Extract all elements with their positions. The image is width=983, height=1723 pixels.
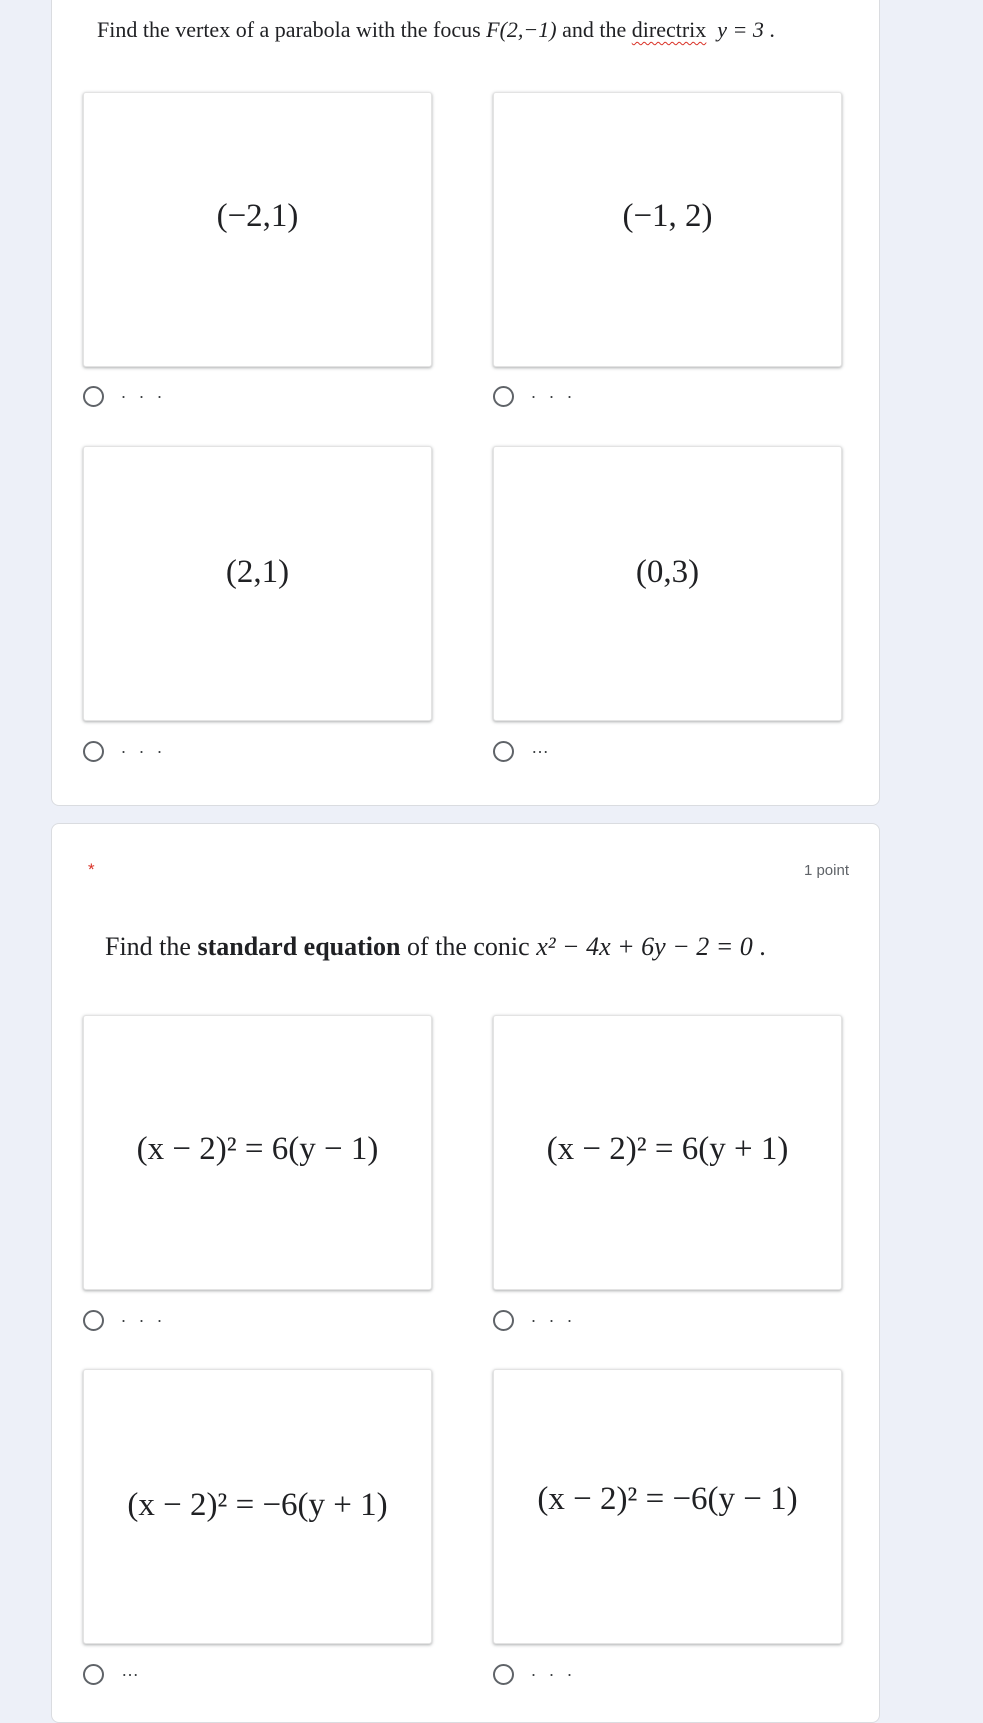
radio-button-6[interactable] bbox=[493, 1310, 514, 1331]
option-5-label: . . . bbox=[121, 1306, 167, 1326]
points-label: 1 point bbox=[803, 862, 849, 879]
option-1-math: (−2,1) bbox=[216, 198, 299, 234]
option-5-math: (x − 2)² = 6(y − 1) bbox=[136, 1131, 379, 1167]
option-image-7[interactable] bbox=[83, 1369, 432, 1644]
radio-button-4[interactable] bbox=[493, 741, 514, 762]
radio-button-8[interactable] bbox=[493, 1664, 514, 1685]
focus-expression: F(2,−1) bbox=[486, 17, 557, 42]
question-2-prompt-middle: of the conic bbox=[400, 932, 537, 961]
option-image-8[interactable] bbox=[493, 1369, 842, 1644]
option-image-2[interactable] bbox=[493, 92, 842, 367]
radio-button-5[interactable] bbox=[83, 1310, 104, 1331]
option-7-label: … bbox=[121, 1660, 139, 1680]
directrix-expression: y = 3 bbox=[717, 17, 764, 42]
question-1-prompt-end: . bbox=[763, 17, 775, 42]
question-1-text bbox=[97, 17, 775, 43]
spellcheck-underlined-word: directrix bbox=[631, 17, 707, 42]
question-2-prompt-start: Find the bbox=[105, 932, 198, 961]
option-2-label: . . . bbox=[531, 382, 577, 402]
option-4-label: … bbox=[531, 737, 549, 757]
option-3-label: . . . bbox=[121, 737, 167, 757]
radio-button-7[interactable] bbox=[83, 1664, 104, 1685]
option-image-1[interactable] bbox=[83, 92, 432, 367]
option-6-label: . . . bbox=[531, 1306, 577, 1326]
option-8-math: (x − 2)² = −6(y − 1) bbox=[537, 1481, 798, 1517]
question-1-prompt-middle: and the bbox=[556, 17, 632, 42]
radio-button-1[interactable] bbox=[83, 386, 104, 407]
option-7-math: (x − 2)² = −6(y + 1) bbox=[127, 1487, 388, 1523]
radio-button-2[interactable] bbox=[493, 386, 514, 407]
option-image-6[interactable] bbox=[493, 1015, 842, 1290]
option-1-label: . . . bbox=[121, 382, 167, 402]
option-4-math: (0,3) bbox=[635, 554, 700, 590]
question-card-1 bbox=[51, 0, 880, 806]
question-1-prompt-start: Find the vertex of a parabola with the focus bbox=[97, 17, 487, 42]
option-6-math: (x − 2)² = 6(y + 1) bbox=[546, 1131, 789, 1167]
conic-expression: x² − 4x + 6y − 2 = 0 bbox=[536, 932, 753, 961]
question-2-prompt-end: . bbox=[752, 932, 766, 961]
option-8-label: . . . bbox=[531, 1660, 577, 1680]
option-image-4[interactable] bbox=[493, 446, 842, 721]
question-2-bold-phrase: standard equation bbox=[197, 932, 401, 961]
option-3-math: (2,1) bbox=[225, 554, 290, 590]
radio-button-3[interactable] bbox=[83, 741, 104, 762]
required-asterisk: * bbox=[88, 860, 95, 879]
option-2-math: (−1, 2) bbox=[622, 198, 713, 234]
option-image-3[interactable] bbox=[83, 446, 432, 721]
question-card-2 bbox=[51, 823, 880, 1723]
question-2-text bbox=[105, 932, 766, 962]
option-image-5[interactable] bbox=[83, 1015, 432, 1290]
